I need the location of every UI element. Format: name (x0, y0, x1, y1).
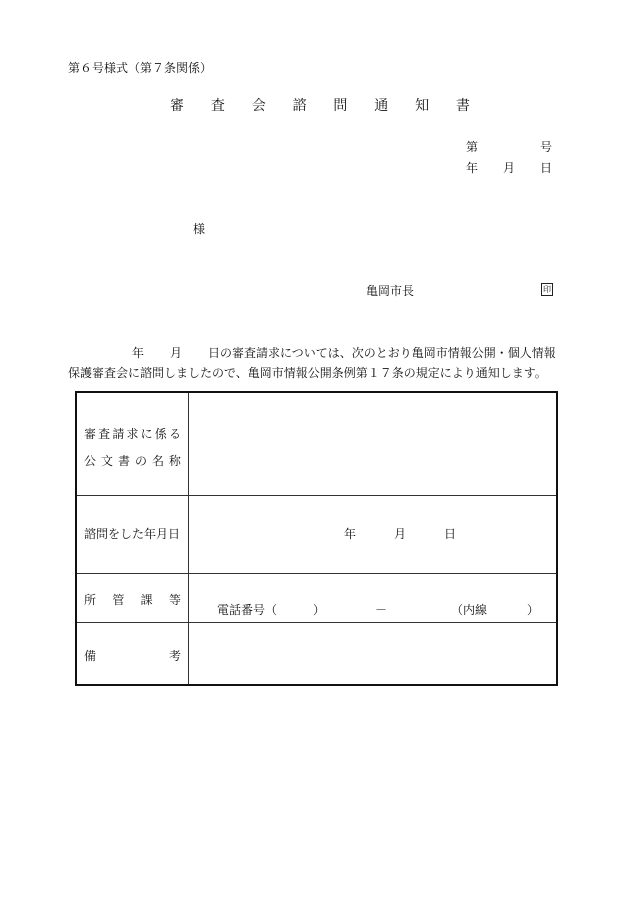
label-document-name (77, 393, 189, 495)
phone-label: 電話番号（ (217, 603, 278, 617)
phone-close: ） (313, 603, 326, 617)
title-char: 審 (170, 98, 184, 114)
sender-title: 亀岡市長 (366, 284, 415, 298)
doc-number-prefix: 第 (466, 140, 479, 154)
doc-date-month: 月 (502, 161, 515, 175)
inquiry-year: 年 (344, 527, 357, 541)
title-char: 通 (374, 98, 389, 114)
form-table (75, 391, 558, 686)
label-inquiry-date: 諮問をした年月日 (77, 495, 189, 573)
table-row-remarks (77, 622, 556, 684)
seal-mark: 印 (541, 283, 553, 296)
label-department: 所 管 課 等 (77, 573, 189, 622)
extension-close: ） (527, 603, 540, 617)
value-remarks[interactable] (189, 622, 556, 684)
title-char: 会 (251, 98, 266, 114)
doc-date-year: 年 (466, 161, 479, 175)
document-title (170, 99, 470, 113)
title-char: 書 (455, 98, 470, 114)
inquiry-month: 月 (394, 527, 407, 541)
label-line: 公 文 書 の 名 称 (84, 454, 181, 468)
label-line: 審 査 請 求 に 係 る (84, 427, 181, 441)
title-char: 査 (210, 98, 225, 114)
body-paragraph (68, 343, 558, 383)
body-year: 年 (132, 346, 145, 360)
doc-number-suffix: 号 (539, 140, 552, 154)
extension-open: （内線 (451, 603, 488, 617)
document-date (466, 162, 552, 174)
label-remarks: 備 考 (77, 622, 189, 684)
value-department[interactable] (189, 573, 556, 622)
value-inquiry-date[interactable] (189, 495, 556, 573)
table-row-inquiry-date (77, 495, 556, 574)
phone-dash: － (375, 603, 388, 617)
body-line-1 (68, 343, 558, 363)
inquiry-day: 日 (444, 527, 457, 541)
addressee-honorific: 様 (193, 222, 206, 236)
table-row-document-name (77, 393, 556, 496)
table-row-department (77, 573, 556, 623)
title-char: 諮 (292, 98, 307, 114)
title-char: 知 (415, 98, 430, 114)
body-line-2: 保護審査会に諮問しましたので、亀岡市情報公開条例第１７条の規定により通知します。 (68, 366, 547, 380)
value-document-name[interactable] (189, 393, 556, 495)
doc-date-day: 日 (539, 161, 552, 175)
title-char: 問 (333, 98, 348, 114)
form-label: 第６号様式（第７条関係） (68, 61, 213, 75)
body-month: 月 (170, 346, 183, 360)
body-line1-rest: 日の審査請求については、次のとおり亀岡市情報公開・個人情報 (208, 346, 556, 360)
document-number (466, 141, 552, 153)
